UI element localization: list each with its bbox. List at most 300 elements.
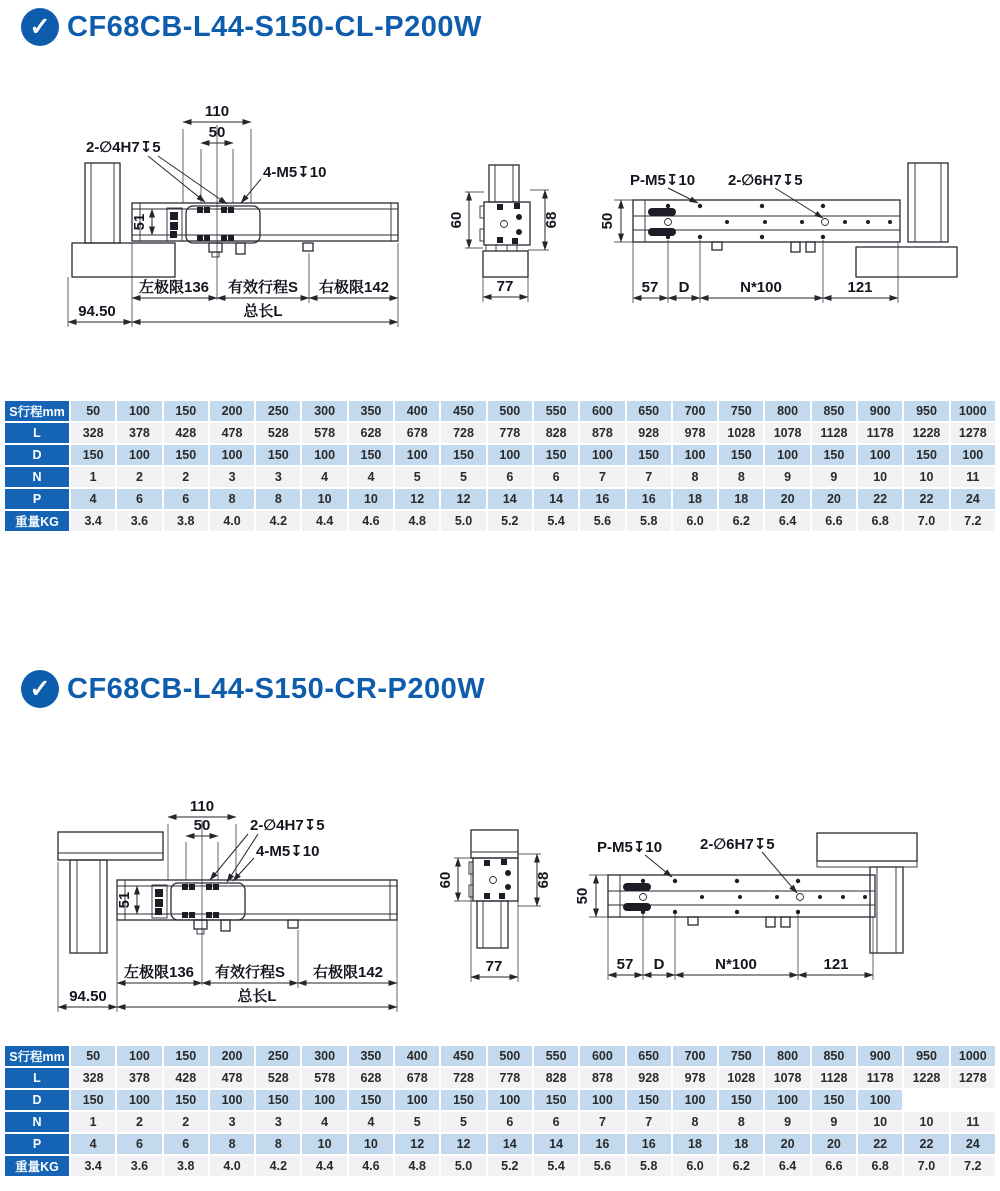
spec-cell: 100 xyxy=(117,401,161,421)
spec-cell: 3.8 xyxy=(164,1156,208,1176)
spec-cell: 8 xyxy=(210,489,254,509)
spec-cell: 100 xyxy=(673,445,717,465)
spec-cell: 1228 xyxy=(904,1068,948,1088)
spec-cell: 100 xyxy=(488,1090,532,1110)
spec-cell: 4.8 xyxy=(395,1156,439,1176)
spec-cell: 6.2 xyxy=(719,511,763,531)
spec-cell: 4 xyxy=(349,1112,393,1132)
spec-cell: 4.6 xyxy=(349,511,393,531)
spec-cell: 6.2 xyxy=(719,1156,763,1176)
dim-51: 51 xyxy=(116,891,133,909)
dim-77: 77 xyxy=(496,278,514,295)
spec-cell: 14 xyxy=(534,489,578,509)
spec-cell: 100 xyxy=(395,445,439,465)
side-view xyxy=(68,103,398,327)
spec-cell: 1228 xyxy=(904,423,948,443)
spec-cell: 18 xyxy=(673,489,717,509)
spec-cell: 4 xyxy=(302,467,346,487)
spec-cell: 678 xyxy=(395,423,439,443)
spec-cell: 100 xyxy=(488,445,532,465)
spec-cell: 1128 xyxy=(812,1068,856,1088)
spec-cell: 9 xyxy=(812,467,856,487)
row-header-D: D xyxy=(5,445,69,465)
spec-cell: 900 xyxy=(858,401,902,421)
dim-60: 60 xyxy=(448,211,465,229)
spec-cell: 528 xyxy=(256,1068,300,1088)
spec-cell: 100 xyxy=(210,1090,254,1110)
dowel-6h7-label: 2-∅6H7↧5 xyxy=(728,172,803,189)
dim-51: 51 xyxy=(131,213,148,231)
spec-cell: 150 xyxy=(441,445,485,465)
spec-cell: 500 xyxy=(488,1046,532,1066)
spec-cell: 18 xyxy=(719,1134,763,1154)
spec-cell: 400 xyxy=(395,1046,439,1066)
spec-cell: 978 xyxy=(673,423,717,443)
spec-cell: 428 xyxy=(164,423,208,443)
spec-cell: 628 xyxy=(349,1068,393,1088)
spec-cell: 3.8 xyxy=(164,511,208,531)
spec-cell: 22 xyxy=(858,489,902,509)
spec-cell: 728 xyxy=(441,423,485,443)
spec-cell: 4 xyxy=(302,1112,346,1132)
spec-cell: 100 xyxy=(117,1090,161,1110)
spec-cell: 16 xyxy=(580,489,624,509)
dim-n100: N*100 xyxy=(715,956,757,973)
dim-57: 57 xyxy=(641,279,659,296)
spec-cell: 100 xyxy=(858,1090,902,1110)
spec-cell: 10 xyxy=(904,1112,948,1132)
row-header-stroke: S行程mm xyxy=(5,1046,69,1066)
spec-cell: 12 xyxy=(441,489,485,509)
spec-cell: 12 xyxy=(395,1134,439,1154)
row-header-weight: 重量KG xyxy=(5,511,69,531)
spec-cell: 150 xyxy=(719,445,763,465)
p-m5-label: P-M5↧10 xyxy=(630,172,696,189)
spec-cell: 100 xyxy=(673,1090,717,1110)
spec-cell: 9 xyxy=(765,467,809,487)
spec-cell: 600 xyxy=(580,1046,624,1066)
spec-cell: 728 xyxy=(441,1068,485,1088)
spec-cell: 500 xyxy=(488,401,532,421)
spec-row-D xyxy=(5,445,995,465)
spec-cell: 14 xyxy=(488,489,532,509)
side-view xyxy=(58,798,397,1012)
spec-cell: 3 xyxy=(256,1112,300,1132)
spec-row-P xyxy=(5,1134,995,1154)
spec-cell: 1 xyxy=(71,467,115,487)
spec-cell: 1278 xyxy=(951,1068,995,1088)
spec-cell: 878 xyxy=(580,1068,624,1088)
spec-cell: 4.8 xyxy=(395,511,439,531)
spec-cell: 378 xyxy=(117,423,161,443)
screw-hole-label: 4-M5↧10 xyxy=(263,164,327,181)
spec-cell: 1128 xyxy=(812,423,856,443)
row-header-stroke: S行程mm xyxy=(5,401,69,421)
left-limit-label: 左极限136 xyxy=(123,964,195,981)
spec-cell: 100 xyxy=(302,445,346,465)
dim-9450: 94.50 xyxy=(69,988,107,1005)
spec-cell: 4.4 xyxy=(302,1156,346,1176)
spec-cell: 10 xyxy=(349,489,393,509)
dim-121: 121 xyxy=(823,956,849,973)
spec-cell: 5.0 xyxy=(441,1156,485,1176)
spec-cell: 3 xyxy=(256,467,300,487)
spec-cell: 16 xyxy=(627,1134,671,1154)
spec-cell: 4.4 xyxy=(302,511,346,531)
spec-row-L xyxy=(5,1068,995,1088)
model-title-1: CF68CB-L44-S150-CL-P200W xyxy=(67,11,482,43)
spec-cell: 378 xyxy=(117,1068,161,1088)
spec-cell: 5.2 xyxy=(488,1156,532,1176)
end-view xyxy=(437,830,552,982)
spec-cell: 8 xyxy=(256,1134,300,1154)
spec-cell: 4.2 xyxy=(256,511,300,531)
spec-cell: 3.4 xyxy=(71,1156,115,1176)
spec-cell: 6.4 xyxy=(765,511,809,531)
dim-60: 60 xyxy=(437,871,454,889)
spec-cell: 650 xyxy=(627,401,671,421)
spec-row-L xyxy=(5,423,995,443)
spec-cell: 6.4 xyxy=(765,1156,809,1176)
stroke-label: 有效行程S xyxy=(227,279,299,296)
spec-cell: 7.2 xyxy=(951,1156,995,1176)
spec-cell: 478 xyxy=(210,1068,254,1088)
dim-110: 110 xyxy=(189,798,215,815)
spec-cell: 10 xyxy=(858,1112,902,1132)
spec-cell: 22 xyxy=(858,1134,902,1154)
spec-cell: 350 xyxy=(349,1046,393,1066)
spec-cell: 50 xyxy=(71,1046,115,1066)
spec-cell: 150 xyxy=(349,445,393,465)
spec-cell: 7.2 xyxy=(951,511,995,531)
technical-drawing-1 xyxy=(0,85,1000,347)
model-title-2: CF68CB-L44-S150-CR-P200W xyxy=(67,673,486,705)
spec-cell: 1028 xyxy=(719,1068,763,1088)
dim-50: 50 xyxy=(208,124,226,141)
spec-cell: 4 xyxy=(71,489,115,509)
spec-cell: 9 xyxy=(765,1112,809,1132)
row-header-L: L xyxy=(5,1068,69,1088)
spec-cell: 750 xyxy=(719,1046,763,1066)
dim-9450: 94.50 xyxy=(78,303,116,320)
spec-cell: 100 xyxy=(765,445,809,465)
spec-cell: 928 xyxy=(627,1068,671,1088)
spec-cell: 8 xyxy=(719,467,763,487)
spec-cell: 778 xyxy=(488,1068,532,1088)
spec-cell: 20 xyxy=(765,489,809,509)
spec-cell: 5 xyxy=(395,1112,439,1132)
dim-d: D xyxy=(653,956,665,973)
spec-cell: 150 xyxy=(812,445,856,465)
spec-cell: 6.0 xyxy=(673,511,717,531)
spec-cell: 250 xyxy=(256,1046,300,1066)
spec-cell: 24 xyxy=(951,1134,995,1154)
spec-cell: 550 xyxy=(534,1046,578,1066)
spec-cell: 10 xyxy=(302,1134,346,1154)
bottom-view xyxy=(574,833,917,980)
row-header-N: N xyxy=(5,1112,69,1132)
spec-cell: 6.6 xyxy=(812,1156,856,1176)
dim-57: 57 xyxy=(616,956,634,973)
spec-cell: 16 xyxy=(627,489,671,509)
spec-cell: 100 xyxy=(117,1046,161,1066)
spec-cell: 300 xyxy=(302,401,346,421)
spec-cell: 5.6 xyxy=(580,511,624,531)
spec-cell: 150 xyxy=(164,445,208,465)
spec-cell: 7 xyxy=(580,467,624,487)
spec-cell: 200 xyxy=(210,1046,254,1066)
dowel-hole-label: 2-∅4H7↧5 xyxy=(250,817,325,834)
spec-cell: 150 xyxy=(164,1046,208,1066)
spec-row-N xyxy=(5,467,995,487)
spec-cell: 10 xyxy=(349,1134,393,1154)
spec-cell: 6.8 xyxy=(858,1156,902,1176)
spec-cell: 150 xyxy=(256,1090,300,1110)
spec-row-P xyxy=(5,489,995,509)
spec-row-N xyxy=(5,1112,995,1132)
spec-cell: 6.8 xyxy=(858,511,902,531)
spec-cell: 578 xyxy=(302,1068,346,1088)
spec-cell: 5.2 xyxy=(488,511,532,531)
bottom-view xyxy=(599,163,957,303)
spec-cell: 150 xyxy=(164,401,208,421)
spec-cell: 628 xyxy=(349,423,393,443)
spec-cell: 24 xyxy=(951,489,995,509)
spec-cell: 850 xyxy=(812,1046,856,1066)
row-header-P: P xyxy=(5,1134,69,1154)
spec-cell: 550 xyxy=(534,401,578,421)
dim-50-bottom: 50 xyxy=(599,212,616,230)
spec-cell: 100 xyxy=(580,445,624,465)
spec-cell: 750 xyxy=(719,401,763,421)
spec-cell: 1178 xyxy=(858,1068,902,1088)
dim-d: D xyxy=(678,279,690,296)
spec-cell: 20 xyxy=(765,1134,809,1154)
spec-cell: 428 xyxy=(164,1068,208,1088)
checkmark-glyph: ✓ xyxy=(29,674,51,703)
spec-cell: 850 xyxy=(812,401,856,421)
spec-cell: 4.6 xyxy=(349,1156,393,1176)
spec-cell: 150 xyxy=(719,1090,763,1110)
dim-68: 68 xyxy=(543,211,560,229)
spec-cell: 400 xyxy=(395,401,439,421)
spec-cell: 150 xyxy=(812,1090,856,1110)
spec-cell: 20 xyxy=(812,1134,856,1154)
checkmark-icon xyxy=(21,670,59,708)
spec-cell: 12 xyxy=(395,489,439,509)
spec-cell: 978 xyxy=(673,1068,717,1088)
checkmark-glyph: ✓ xyxy=(29,12,51,41)
spec-cell: 5.4 xyxy=(534,511,578,531)
spec-cell: 7.0 xyxy=(904,511,948,531)
spec-cell: 20 xyxy=(812,489,856,509)
spec-cell: 5.8 xyxy=(627,511,671,531)
spec-cell: 1028 xyxy=(719,423,763,443)
spec-cell: 150 xyxy=(256,445,300,465)
spec-cell: 478 xyxy=(210,423,254,443)
spec-cell: 600 xyxy=(580,401,624,421)
spec-cell: 1000 xyxy=(951,401,995,421)
spec-cell: 8 xyxy=(673,467,717,487)
spec-cell: 7 xyxy=(627,1112,671,1132)
spec-cell: 6 xyxy=(534,1112,578,1132)
spec-cell: 8 xyxy=(719,1112,763,1132)
spec-cell: 18 xyxy=(673,1134,717,1154)
spec-cell: 100 xyxy=(302,1090,346,1110)
spec-cell: 150 xyxy=(534,1090,578,1110)
spec-cell: 10 xyxy=(302,489,346,509)
spec-cell: 14 xyxy=(488,1134,532,1154)
stroke-label: 有效行程S xyxy=(214,964,286,981)
spec-cell: 6 xyxy=(117,1134,161,1154)
checkmark-icon xyxy=(21,8,59,46)
spec-cell: 578 xyxy=(302,423,346,443)
spec-cell: 450 xyxy=(441,1046,485,1066)
spec-cell: 1178 xyxy=(858,423,902,443)
spec-cell: 8 xyxy=(256,489,300,509)
spec-cell: 5.0 xyxy=(441,511,485,531)
spec-cell: 100 xyxy=(210,445,254,465)
spec-cell: 678 xyxy=(395,1068,439,1088)
spec-cell: 950 xyxy=(904,1046,948,1066)
spec-cell: 5.8 xyxy=(627,1156,671,1176)
spec-cell: 5.6 xyxy=(580,1156,624,1176)
row-header-D: D xyxy=(5,1090,69,1110)
spec-cell: 2 xyxy=(117,1112,161,1132)
spec-cell: 1278 xyxy=(951,423,995,443)
spec-cell: 4.0 xyxy=(210,1156,254,1176)
spec-cell: 328 xyxy=(71,1068,115,1088)
spec-cell: 150 xyxy=(71,445,115,465)
dowel-hole-label: 2-∅4H7↧5 xyxy=(86,139,161,156)
spec-cell: 150 xyxy=(627,1090,671,1110)
spec-cell: 800 xyxy=(765,401,809,421)
spec-cell: 350 xyxy=(349,401,393,421)
spec-cell: 4.2 xyxy=(256,1156,300,1176)
spec-cell: 3 xyxy=(210,1112,254,1132)
spec-cell: 150 xyxy=(349,1090,393,1110)
spec-cell: 100 xyxy=(395,1090,439,1110)
spec-cell: 10 xyxy=(858,467,902,487)
spec-cell: 9 xyxy=(812,1112,856,1132)
spec-cell: 4 xyxy=(349,467,393,487)
dim-121: 121 xyxy=(847,279,873,296)
spec-cell: 7 xyxy=(627,467,671,487)
row-header-weight: 重量KG xyxy=(5,1156,69,1176)
spec-cell: 300 xyxy=(302,1046,346,1066)
spec-cell: 5 xyxy=(395,467,439,487)
spec-cell: 6 xyxy=(534,467,578,487)
dim-110: 110 xyxy=(204,103,230,120)
spec-table-2 xyxy=(3,1044,997,1178)
spec-row-stroke xyxy=(5,1046,995,1066)
spec-row-D xyxy=(5,1090,995,1110)
dim-50-bottom: 50 xyxy=(574,887,591,905)
total-length-label: 总长L xyxy=(243,303,283,320)
spec-cell: 16 xyxy=(580,1134,624,1154)
screw-hole-label: 4-M5↧10 xyxy=(256,843,320,860)
spec-cell: 2 xyxy=(164,1112,208,1132)
dim-50: 50 xyxy=(193,817,211,834)
spec-cell: 22 xyxy=(904,489,948,509)
spec-cell: 6 xyxy=(164,489,208,509)
spec-cell: 700 xyxy=(673,401,717,421)
spec-cell: 4.0 xyxy=(210,511,254,531)
spec-cell: 150 xyxy=(627,445,671,465)
spec-row-weight xyxy=(5,1156,995,1176)
spec-cell: 100 xyxy=(765,1090,809,1110)
spec-cell: 2 xyxy=(164,467,208,487)
spec-cell: 650 xyxy=(627,1046,671,1066)
row-header-P: P xyxy=(5,489,69,509)
spec-cell: 3 xyxy=(210,467,254,487)
spec-cell: 10 xyxy=(904,467,948,487)
spec-cell: 100 xyxy=(117,445,161,465)
row-header-N: N xyxy=(5,467,69,487)
spec-cell: 828 xyxy=(534,1068,578,1088)
spec-cell: 150 xyxy=(441,1090,485,1110)
spec-cell: 11 xyxy=(951,467,995,487)
end-view xyxy=(448,165,560,302)
spec-cell: 150 xyxy=(164,1090,208,1110)
spec-cell: 900 xyxy=(858,1046,902,1066)
row-header-L: L xyxy=(5,423,69,443)
spec-cell: 6.6 xyxy=(812,511,856,531)
spec-cell: 328 xyxy=(71,423,115,443)
spec-cell: 18 xyxy=(719,489,763,509)
spec-cell: 528 xyxy=(256,423,300,443)
spec-cell: 11 xyxy=(951,1112,995,1132)
spec-cell: 150 xyxy=(904,445,948,465)
technical-drawing-2 xyxy=(0,780,1000,1042)
spec-cell: 878 xyxy=(580,423,624,443)
spec-cell: 6 xyxy=(164,1134,208,1154)
spec-cell: 800 xyxy=(765,1046,809,1066)
spec-cell: 8 xyxy=(673,1112,717,1132)
spec-cell: 450 xyxy=(441,401,485,421)
spec-cell: 928 xyxy=(627,423,671,443)
spec-row-weight xyxy=(5,511,995,531)
spec-cell: 150 xyxy=(71,1090,115,1110)
spec-cell: 12 xyxy=(441,1134,485,1154)
spec-cell: 6 xyxy=(117,489,161,509)
spec-cell: 150 xyxy=(534,445,578,465)
spec-cell: 5 xyxy=(441,467,485,487)
spec-table-1 xyxy=(3,399,997,533)
dim-68: 68 xyxy=(535,871,552,889)
spec-cell: 6 xyxy=(488,1112,532,1132)
spec-cell: 200 xyxy=(210,401,254,421)
spec-cell: 3.4 xyxy=(71,511,115,531)
dim-77: 77 xyxy=(485,958,503,975)
spec-cell: 1078 xyxy=(765,423,809,443)
spec-cell: 8 xyxy=(210,1134,254,1154)
left-limit-label: 左极限136 xyxy=(138,279,210,296)
right-limit-label: 右极限142 xyxy=(312,964,384,981)
spec-cell: 100 xyxy=(951,445,995,465)
spec-cell: 5.4 xyxy=(534,1156,578,1176)
spec-cell: 778 xyxy=(488,423,532,443)
spec-cell: 950 xyxy=(904,401,948,421)
spec-cell: 100 xyxy=(858,445,902,465)
total-length-label: 总长L xyxy=(237,988,277,1005)
spec-cell: 1 xyxy=(71,1112,115,1132)
spec-cell: 4 xyxy=(71,1134,115,1154)
spec-cell: 50 xyxy=(71,401,115,421)
spec-cell: 3.6 xyxy=(117,1156,161,1176)
spec-cell: 5 xyxy=(441,1112,485,1132)
spec-cell: 700 xyxy=(673,1046,717,1066)
